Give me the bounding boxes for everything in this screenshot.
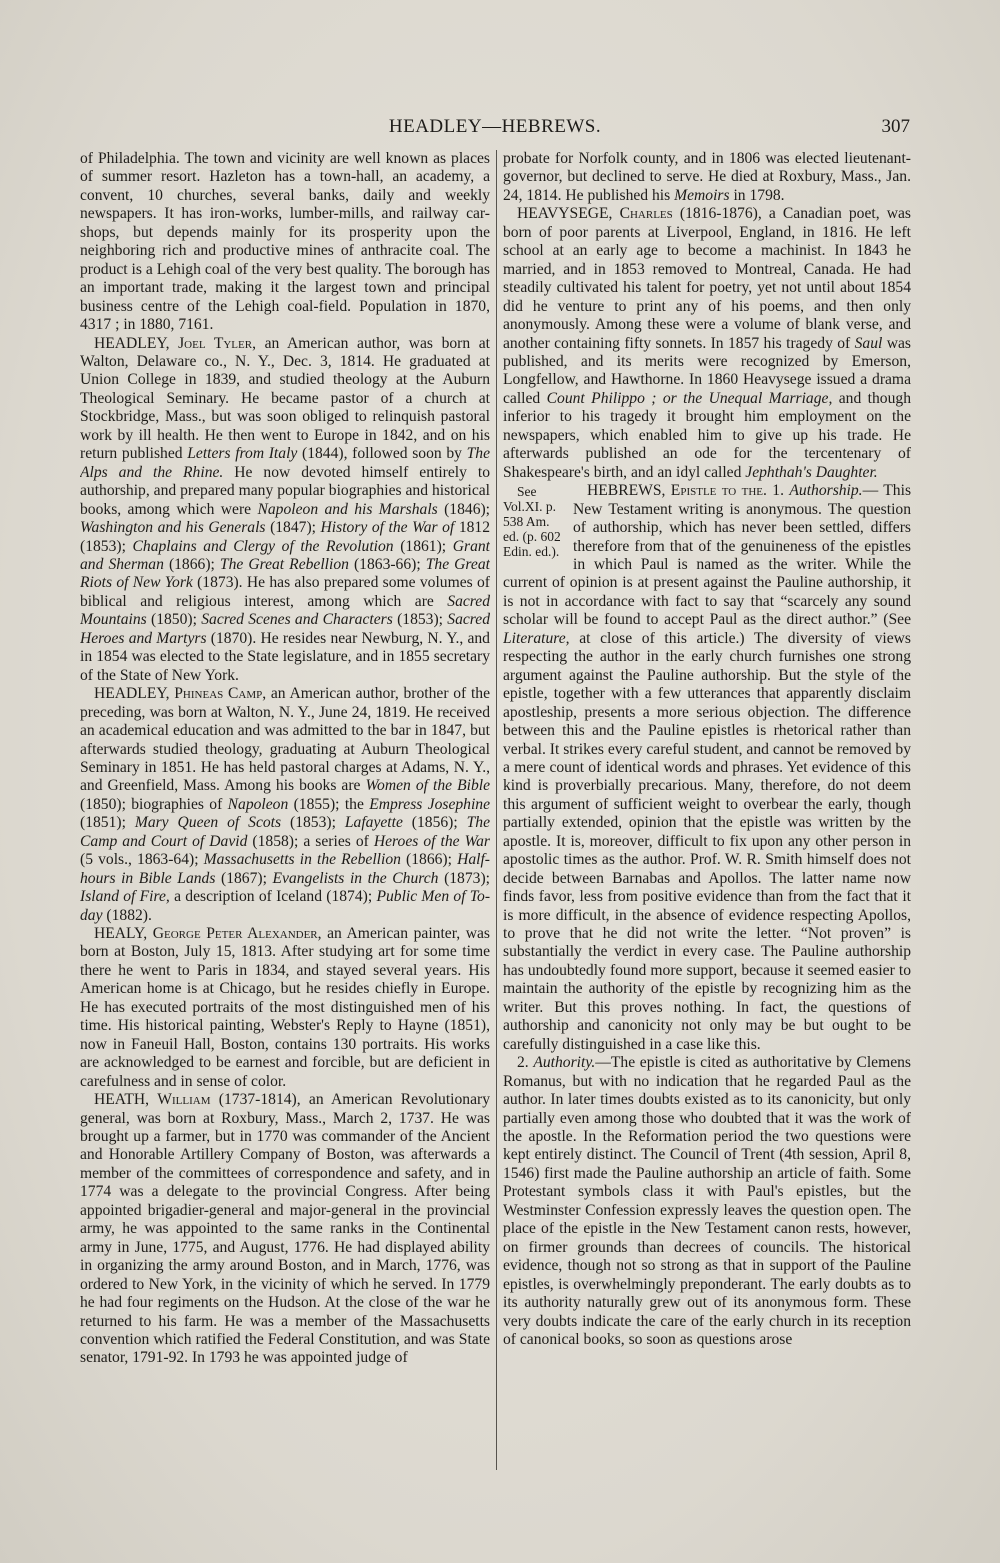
margin-note: See Vol.XI. p. 538 Am. ed. (p. 602 Edin. ed.). bbox=[503, 484, 561, 560]
book-title: Sacred Scenes and Characters bbox=[201, 611, 393, 629]
headword: HEBREWS, bbox=[587, 482, 666, 500]
entry-text: 2. bbox=[517, 1054, 529, 1072]
entry-text: (1856); bbox=[411, 814, 458, 832]
entry-text: — This New Testament writing is anonymous. The question of authorship, which has never been settled, differs therefore from that of the genuineness of the epistles in which Paul is named as the writer. While the current of opinion is at present against the Pauline authorship, it is not in accordance with fact to say that “scarcely any sound scholar will be found to accept Paul as the direct author.” (See bbox=[503, 482, 911, 629]
entry-text: (1851); bbox=[80, 814, 126, 832]
entry-headley-joel bbox=[80, 335, 490, 686]
book-title: Island of Fire, bbox=[80, 888, 170, 906]
section-title: Authority. bbox=[533, 1054, 596, 1072]
entry-text: (1866); bbox=[406, 851, 452, 869]
book-title: Heroes of the War bbox=[373, 832, 490, 850]
entry-text: an American author, was born at Walton, Delaware co., N. Y., Dec. 3, 1814. He graduated at Union College in 1839, and studied theology at the Auburn Theological Seminary. He became pastor of a church at Stockbridge, Mass., but was soon obliged to relinquish pastoral work by ill health. He then went to Europe in 1842, and on his return published bbox=[80, 334, 490, 463]
book-title: Letters from Italy bbox=[187, 445, 298, 463]
book-title: Mary Queen of Scots bbox=[134, 814, 282, 832]
headword: HEALY, bbox=[94, 925, 148, 943]
entry-text: (1850); biographies of bbox=[80, 795, 223, 813]
section-authority bbox=[503, 1054, 911, 1349]
book-title: History of the War of bbox=[320, 519, 455, 537]
book-title: Public Men of To-day bbox=[80, 888, 490, 924]
entry-text: (1847); bbox=[270, 519, 316, 537]
entry-text: in 1798. bbox=[733, 186, 785, 204]
entry-text: (1866); bbox=[168, 555, 215, 573]
cross-reference: Literature, bbox=[503, 629, 570, 647]
book-title: Saul bbox=[854, 334, 883, 352]
entry-heath bbox=[80, 1091, 490, 1368]
entry-text: (1850); bbox=[151, 611, 197, 629]
headword: HEADLEY, bbox=[94, 334, 170, 352]
heath-continuation bbox=[503, 150, 911, 205]
entry-name: William bbox=[157, 1091, 211, 1109]
hazleton-continuation: of Philadelphia. The town and vicinity are well known as places of summer resort. Hazleton has a town-hall, an academy, a convent, 10 churches, several banks, daily and weekly newspapers. It has iron-works, lumber-mills, and railway car-shops, but depends mainly for its prosperity upon the neighboring rich and productive mines of anthracite coal. The product is a Lehigh coal of the very best quality. The borough has an important trade, making it the largest town and principal business centre of the Lehigh coal-field. Population in 1870, 4317 ; in 1880, 7161. bbox=[80, 150, 490, 334]
running-title: HEADLEY—HEBREWS. bbox=[388, 116, 602, 137]
entry-text: (1737-1814), an American Revolutionary general, was born at Roxbury, Mass., March 2, 1737. He was brought up a farmer, but in 1770 was commander of the Ancient and Honorable Artillery Company of Boston, was afterwards a member of the committees of correspondence and safety, and in 1774 was a delegate to the provincial Congress. After being appointed brigadier-general and major-general in the provincial army, he was appointed to the same ranks in the Continental army in June, 1775, and August, 1776. He had displayed ability in organizing the army around Boston, and in March, 1776, was ordered to New York, in the vicinity of which he served. In 1779 he had four regiments on the Hudson. At the close of the war he returned to his farm. He was a member of the Massachusetts convention which ratified the Federal Constitution, and was State senator, 1791-92. In 1793 he was appointed judge of bbox=[80, 1091, 490, 1367]
book-title: Chaplains and Clergy of the Revolution bbox=[132, 537, 394, 555]
book-title: The Great Riots of New York bbox=[80, 555, 490, 592]
entry-text: and though inferior to his tragedy it brought him employment on the newspapers, which enabled him to give up his trade. He afterwards published an ode for the tercentenary of Shakespeare's birth, and an idyl called bbox=[503, 389, 911, 481]
entry-name: Phineas Camp, bbox=[174, 685, 267, 703]
headword: HEATH, bbox=[94, 1091, 150, 1109]
entry-text: (1882). bbox=[106, 906, 152, 924]
entry-text: an American painter, was born at Boston, July 15, 1813. After studying art for some time there he went to Paris in 1834, and stayed several years. His American home is at Chicago, but he resides chiefly in Europe. He has executed portraits of the most distinguished men of his time. His historical painting, Webster's Reply to Hayne (1851), now in Faneuil Hall, Boston, contains 130 portraits. His works are acknowledged to be earnest and forcible, but are deficient in carefulness and in sense of color. bbox=[80, 925, 490, 1090]
book-title: The Great Rebellion bbox=[219, 555, 349, 573]
book-title: Sacred Mountains bbox=[80, 592, 490, 629]
entry-text: probate for Norfolk county, and in 1806 was elected lieutenant-governor, but declined to serve. He died at Roxbury, Mass., Jan. 24, 1814. He published his bbox=[503, 150, 911, 204]
book-title: The Camp and Court of David bbox=[80, 814, 490, 850]
entry-text: (1846); bbox=[444, 500, 490, 518]
entry-text: at close of this article.) The diversity of views respecting the author in the early church furnishes one strong argument against the Pauline authorship. But the style of the epistle, together with a few utterances that apparently disclaim apostleship, presents a more serious objection. The difference between this and the Pauline epistles is rhetorical rather than verbal. It strikes every careful student, and cannot be removed by a mere count of identical words and phrases. Yet evidence of this kind is proverbially precarious. Many, therefore, do not deem this argument of sufficient weight to overbear the early, though partially extended, opinion that the epistle was written by the apostle. It is, moreover, difficult to fix upon any other person in apostolic times as the author. Prof. W. R. Smith himself does not decide between Barnabas and Apollos. The latter name now finds favor, less from positive evidence than from the fact that it is more difficult, in the absence of evidence respecting Apollos, to prove that he did not write the letter. “Not proven” is substantially the verdict in every case. The Pauline authorship has undoubtedly found more support, because it seemed easier to maintain the authority of the epistle by recognizing him as the writer. But this proves nothing. In fact, the questions of authorship and canonicity not only may be but ought to be carefully distinguished in a case like this. bbox=[503, 629, 911, 1053]
book-title: Women of the Bible bbox=[365, 777, 490, 795]
entry-text: (1873); bbox=[444, 869, 490, 887]
right-column bbox=[503, 150, 911, 1475]
entry-headley-phineas bbox=[80, 685, 490, 925]
book-title: Lafayette bbox=[344, 814, 403, 832]
book-title: The Alps and the Rhine. bbox=[80, 445, 490, 481]
entry-text: was published, and its merits were recognized by Emerson, Longfellow, and Hawthorne. In 1860 Heavysege issued a drama called bbox=[503, 334, 911, 407]
entry-text: (1853); bbox=[397, 611, 443, 629]
entry-text: (1844), followed soon by bbox=[302, 445, 462, 463]
column-divider bbox=[496, 150, 497, 1470]
entry-name: Charles bbox=[619, 205, 673, 223]
entry-text: (1867); bbox=[221, 869, 267, 887]
running-head bbox=[80, 116, 910, 142]
section-title: Authorship. bbox=[789, 482, 863, 500]
entry-text: 1812 (1853); bbox=[80, 519, 490, 555]
entry-text: (1873). He has also prepared some volumes of biblical and religious interest, among which are bbox=[80, 574, 490, 610]
book-title: Evangelists in the Church bbox=[272, 869, 439, 887]
book-title: Massachusetts in the Rebellion bbox=[203, 851, 401, 869]
entry-name: Epistle to the. bbox=[670, 482, 767, 500]
entry-text: 1. bbox=[772, 482, 784, 500]
entry-text: (1853); bbox=[290, 814, 336, 832]
entry-hebrews bbox=[503, 482, 911, 1054]
entry-text: a description of Iceland (1874); bbox=[174, 888, 373, 906]
entry-text: an American author, brother of the preceding, was born at Walton, N. Y., June 24, 1819. He received an academical education and was admitted to the bar in 1847, but afterwards studied theology, graduating at Auburn Theological Seminary in 1851. He has held pastoral charges at Adams, N. Y., and Greenfield, Mass. Among his books are bbox=[80, 685, 490, 795]
entry-text: —The epistle is cited as authoritative by Clemens Romanus, but with no indication that he regarded Paul as the author. In later times doubts existed as to its canonicity, but only partially even among those who doubted that it was the work of the apostle. In the Reformation period the two questions were kept entirely distinct. The Council of Trent (4th session, April 8, 1546) first made the Pauline authorship an article of faith. Some Protestant symbols class it with Paul's epistles, but the Westminster Confession expressly leaves the question open. The place of the epistle in the New Testament canon rests, however, on firmer grounds than decrees of councils. The historical evidence, though not so strong as that in support of the Pauline epistles, is overwhelmingly preponderant. The early doubts as to its authority naturally grew out of its anonymous form. These very doubts indicate the care of the early church in its reception of canonical books, so soon as questions arose bbox=[503, 1054, 911, 1348]
left-column bbox=[80, 150, 490, 1475]
entry-text: (1870). He resides near Newburg, N. Y., and in 1854 was elected to the State legislature, and in 1855 secretary of the State of New York. bbox=[80, 629, 490, 684]
book-title: Washington and his Generals bbox=[80, 519, 266, 537]
book-title: Half-hours in Bible Lands bbox=[80, 851, 490, 887]
entry-text: He now devoted himself entirely to authorship, and prepared many popular biographies and historical books, among which were bbox=[80, 463, 490, 518]
book-title: Count Philippo ; or the Unequal Marriage, bbox=[546, 389, 833, 407]
entry-text: (1861); bbox=[400, 537, 447, 555]
entry-name: George Peter Alexander, bbox=[152, 925, 322, 943]
book-title: Empress Josephine bbox=[369, 795, 490, 813]
headword: HEAVYSEGE, bbox=[517, 205, 613, 223]
entry-text: (1855); the bbox=[293, 795, 364, 813]
entry-name: Joel Tyler, bbox=[178, 334, 256, 352]
entry-text: (1816-1876), a Canadian poet, was born of poor parents at Liverpool, England, in 1816. He left school at an early age to become a machinist. In 1843 he married, and in 1853 removed to Montreal, Canada. He had steadily cultivated his talent for poetry, yet not until about 1854 did he venture to print any of his poems, and then only anonymously. Among these were a volume of blank verse, and another containing fifty sonnets. In 1857 his tragedy of bbox=[503, 205, 911, 352]
entry-healy bbox=[80, 925, 490, 1091]
book-title: Sacred Heroes and Martyrs bbox=[80, 611, 490, 647]
page-number: 307 bbox=[881, 116, 910, 137]
book-title: Napoleon and his Marshals bbox=[257, 500, 438, 518]
entry-text: (1863-66); bbox=[353, 555, 421, 573]
entry-text: (1858); a series of bbox=[252, 832, 369, 850]
entry-text: (5 vols., 1863-64); bbox=[80, 851, 199, 869]
entry-heavysege bbox=[503, 205, 911, 482]
book-title: Napoleon bbox=[227, 795, 289, 813]
book-title: Jephthah's Daughter. bbox=[745, 463, 878, 481]
headword: HEADLEY, bbox=[94, 685, 170, 703]
book-title: Memoirs bbox=[674, 186, 730, 204]
book-title: Grant and Sherman bbox=[80, 537, 490, 573]
